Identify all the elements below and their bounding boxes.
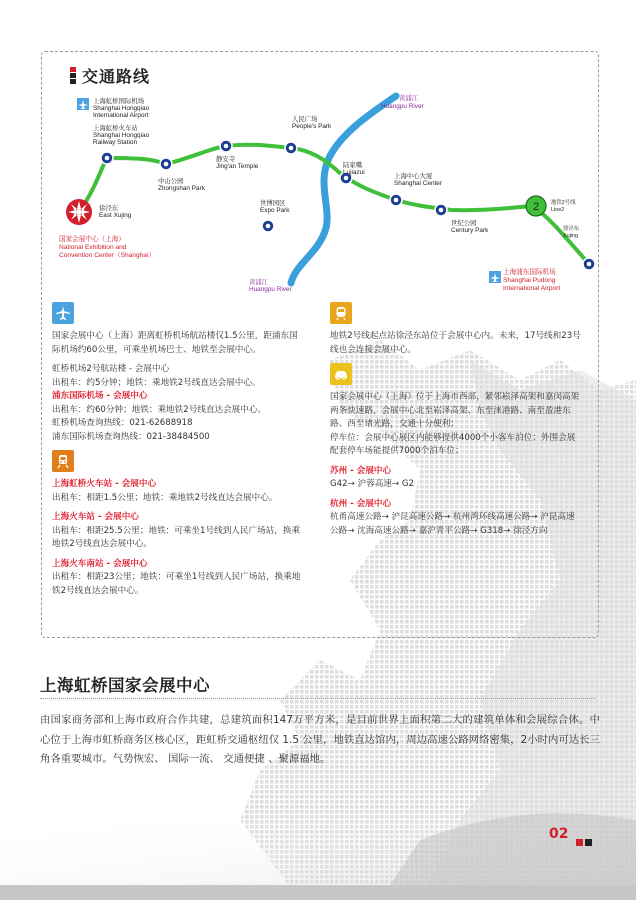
svg-text:静安寺: 静安寺: [216, 156, 236, 163]
train-icon: [52, 450, 74, 472]
metro-text: 地铁2号线起点站徐泾东站位于会展中心内。未来，17号线和23号线也会连接会展中心。: [330, 331, 581, 355]
svg-text:上海浦东国际机场: 上海浦东国际机场: [503, 269, 556, 276]
shanghai-station-text: 出租车：相距25.5公里；地铁：可乘坐1号线到人民广场站，换乘地铁2号线直达会展中心。: [52, 525, 301, 549]
hangzhou-text: 杭甬高速公路→ 沪昆高速公路→ 杭州湾环线高速公路→ 沪昆高速公路→ 沈海高速公路→ 嘉沪青平公路→ G318→ 徐泾方向: [330, 512, 575, 536]
pudong-text: 出租车：约60分钟；地铁：乘地铁2号线直达会展中心。: [52, 404, 267, 415]
hongqiao-station-title: 上海虹桥火车站 - 会展中心: [52, 479, 157, 489]
svg-text:Lujiazui: Lujiazui: [343, 169, 365, 176]
metro-line-2: [79, 145, 589, 264]
svg-text:黄浦江: 黄浦江: [249, 279, 269, 286]
svg-text:Line2: Line2: [551, 207, 565, 213]
metro-icon: [330, 302, 352, 324]
svg-text:世博园区: 世博园区: [260, 200, 286, 207]
shanghai-south-text: 出租车：相距23公里；地铁：可乘坐1号线到人民广场站，换乘地铁2号线直达会展中心。: [52, 572, 301, 596]
car-intro: 国家会展中心（上海）位于上海市西部，紧邻崧泽高架和嘉闵高架两条快速路，会展中心北至崧泽高架、东至涞港路、南至盈港东路、西至诸光路，交通十分便利；: [330, 392, 580, 429]
shanghai-station-title: 上海火车站 - 会展中心: [52, 512, 139, 522]
svg-text:徐泾东: 徐泾东: [563, 226, 580, 232]
hongqiao-t2-title: 虹桥机场2号航站楼 - 会展中心: [52, 364, 170, 374]
page-marker: [574, 831, 592, 850]
svg-text:Convention Center（Shanghai）: Convention Center（Shanghai）: [59, 252, 156, 259]
svg-text:国家会展中心（上海）: 国家会展中心（上海）: [59, 236, 125, 243]
svg-text:中山公园: 中山公园: [158, 178, 184, 185]
svg-text:徐泾东: 徐泾东: [99, 205, 119, 212]
svg-text:Xujing: Xujing: [563, 233, 578, 239]
hongqiao-station-text: 出租车：相距1.5公里；地铁：乘地铁2号线直达会展中心。: [52, 492, 278, 503]
line2-number: 2: [532, 201, 540, 213]
svg-text:International Airport: International Airport: [503, 285, 561, 292]
svg-text:上海虹桥火车站: 上海虹桥火车站: [93, 125, 138, 132]
svg-text:Railway Station: Railway Station: [93, 139, 138, 146]
svg-text:Jing'an Temple: Jing'an Temple: [216, 163, 259, 170]
hongqiao-t2-text: 出租车：约5分钟；地铁：乘地铁2号线直达会展中心。: [52, 377, 261, 388]
parking-text: 停车位：会展中心展区内能够提供4000个小客车泊位；外围会展配套停车场能提供7000个泊车位；: [330, 432, 576, 456]
svg-text:Shanghai Center: Shanghai Center: [394, 180, 442, 187]
svg-text:East Xujing: East Xujing: [99, 212, 132, 219]
svg-text:世纪公园: 世纪公园: [451, 220, 477, 227]
hangzhou-title: 杭州 - 会展中心: [330, 498, 392, 509]
svg-text:上海中心大厦: 上海中心大厦: [394, 173, 433, 180]
svg-text:Shanghai Hongqiao: Shanghai Hongqiao: [93, 105, 150, 112]
svg-text:Huangpu River: Huangpu River: [381, 103, 424, 110]
metro-route-map: [41, 88, 599, 300]
hongqiao-airport-icon: [77, 98, 89, 110]
car-icon: [330, 363, 352, 385]
section-marker: [70, 67, 76, 84]
svg-text:黄浦江: 黄浦江: [399, 95, 419, 102]
section-title: 交通路线: [82, 67, 151, 86]
pudong-title: 浦东国际机场 - 会展中心: [52, 391, 148, 401]
svg-text:Shanghai Pudong: Shanghai Pudong: [503, 277, 556, 284]
svg-text:Huangpu River: Huangpu River: [249, 286, 292, 293]
shanghai-south-title: 上海火车南站 - 会展中心: [52, 558, 148, 569]
suzhou-text: G42→ 沪蓉高速→ G2: [330, 479, 414, 489]
airport-intro: 国家会展中心（上海）距离虹桥机场航站楼仅1.5公里，距浦东国际机场约60公里，可乘坐机场巴士、地铁至会展中心。: [52, 331, 298, 355]
intro-paragraph: 由国家商务部和上海市政府合作共建，总建筑面积147万平方米，是目前世界上面积第二大的建筑单体和会展综合体。中心位于上海市虹桥商务区核心区，距虹桥交通枢纽仅 1.5 公里，地铁直达馆内，周边高速公路网络密集，2小时内可达长三角各重要城市。气势恢宏、 国际一流、 交通便捷 、聚源福地。: [40, 714, 600, 765]
svg-text:National Exhibition and: National Exhibition and: [59, 244, 127, 251]
left-column: [52, 302, 304, 598]
bottom-bar: [0, 885, 636, 900]
page-number: 02: [549, 826, 569, 842]
suzhou-title: 苏州 - 会展中心: [330, 465, 392, 476]
pudong-airport-icon: [489, 271, 501, 283]
svg-text:Century Park: Century Park: [451, 227, 489, 234]
right-column: [330, 302, 582, 538]
svg-text:地铁2号线: 地铁2号线: [551, 200, 576, 206]
main-title: 上海虹桥国家会展中心: [40, 676, 210, 695]
svg-text:人民广场: 人民广场: [292, 116, 318, 123]
svg-text:International Airport: International Airport: [93, 112, 149, 119]
svg-text:Expo Park: Expo Park: [260, 207, 290, 214]
svg-text:陆家嘴: 陆家嘴: [343, 162, 363, 169]
svg-text:Shanghai Hongqiao: Shanghai Hongqiao: [93, 132, 150, 139]
title-divider: [40, 698, 596, 699]
svg-text:People's Park: People's Park: [292, 123, 332, 130]
nec-logo-icon: [66, 199, 92, 225]
pudong-hotline: 浦东国际机场查询热线：021-38484500: [52, 431, 210, 442]
hongqiao-hotline: 虹桥机场查询热线：021-62688918: [52, 418, 193, 428]
svg-text:Zhongshan Park: Zhongshan Park: [158, 185, 205, 192]
svg-text:上海虹桥国际机场: 上海虹桥国际机场: [93, 98, 145, 105]
airplane-icon: [52, 302, 74, 324]
